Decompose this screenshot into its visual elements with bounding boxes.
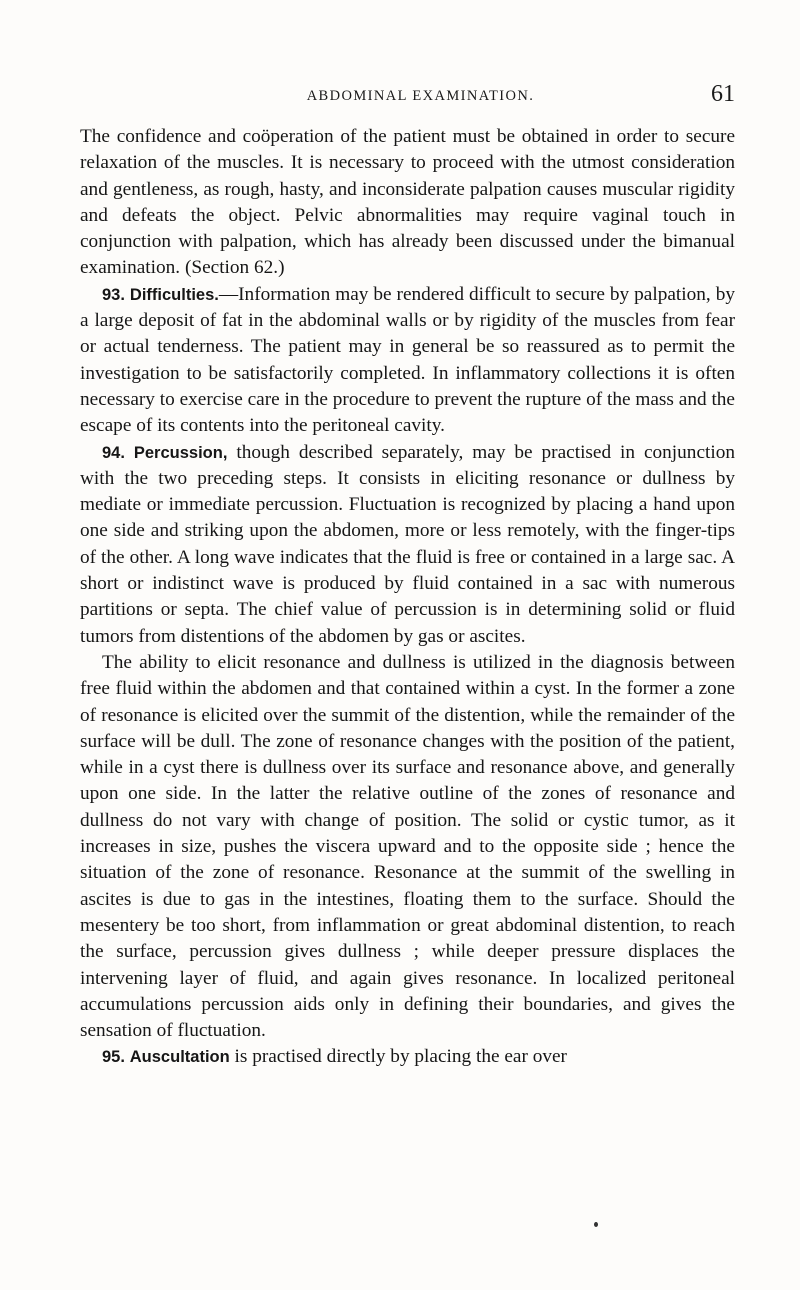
section-94: [80, 440, 735, 650]
paragraph-resonance: [80, 650, 735, 1044]
page-number: 61: [711, 81, 735, 107]
section-93: [80, 282, 735, 440]
section-heading: Auscultation: [129, 1048, 230, 1067]
print-speck: [594, 1222, 598, 1227]
paragraph-text: though described separately, may be practised in conjunction with the two preceding steps. It consists in eliciting resonance or dullness by mediate or immediate percussion. Fluctuation is recognized by placing a hand upon one side and striking upon the abdomen, more or less remotely, with the finger-tips of the other. A long wave indicates that the fluid is free or contained in a large sac. A short or indistinct wave is produced by fluid contained in a sac with numerous partitions or septa. The chief value of percussion is in determining solid or fluid tumors from distentions of the abdomen by gas or ascites.: [80, 441, 736, 647]
paragraph-intro: [80, 124, 735, 282]
body-text: [80, 124, 735, 1071]
paragraph-text: The confidence and coöperation of the patient must be obtained in order to secure relaxation of the muscles. It is necessary to proceed with the utmost consideration and gentleness, as rough, hasty, and inconsiderate palpation causes muscular rigidity and defeats the object. Pelvic abnormalities may require vaginal touch in conjunction with palpation, which has already been discussed under the bimanual examination. (Section 62.): [80, 126, 735, 279]
paragraph-text: —Information may be rendered difficult to secure by palpation, by a large deposit of fat in the abdominal walls or by rigidity of the muscles from fear or actual tenderness. The patient may in general be so reassured as to permit the investigation to be satisfactorily completed. In inflammatory collections it is often necessary to exercise care in the procedure to prevent the rupture of the mass and the escape of its contents into the peritoneal cavity.: [80, 283, 735, 437]
section-heading: Difficulties.: [129, 285, 219, 304]
section-95: [80, 1044, 735, 1070]
paragraph-text: is practised directly by placing the ear over: [229, 1046, 567, 1068]
running-head: [80, 81, 735, 112]
section-number: 95.: [102, 1048, 125, 1067]
section-number: 93.: [102, 285, 125, 304]
section-heading: Percussion,: [133, 443, 228, 462]
paragraph-text: The ability to elicit resonance and dullness is utilized in the diagnosis between free fluid within the abdomen and that contained within a cyst. In the former a zone of resonance is elicited over the summit of the distention, while the remainder of the surface will be dull. The zone of resonance changes with the position of the patient, while in a cyst there is dullness over its surface and resonance above, and generally upon one side. In the latter the relative outline of the zones of resonance and dullness do not vary with change of position. The solid or cystic tumor, as it increases in size, pushes the viscera upward and to the opposite side ; hence the situation of the zone of resonance. Resonance at the summit of the swelling in ascites is due to gas in the intestines, floating them to the surface. Should the mesentery be too short, from inflammation or great abdominal distention, to reach the surface, percussion gives dullness ; while deeper pressure displaces the intervening layer of fluid, and again gives resonance. In localized peritoneal accumulations percussion aids only in defining their boundaries, and gives the sensation of fluctuation.: [80, 651, 735, 1042]
page-title: ABDOMINAL EXAMINATION.: [306, 88, 535, 104]
section-number: 94.: [102, 443, 125, 462]
